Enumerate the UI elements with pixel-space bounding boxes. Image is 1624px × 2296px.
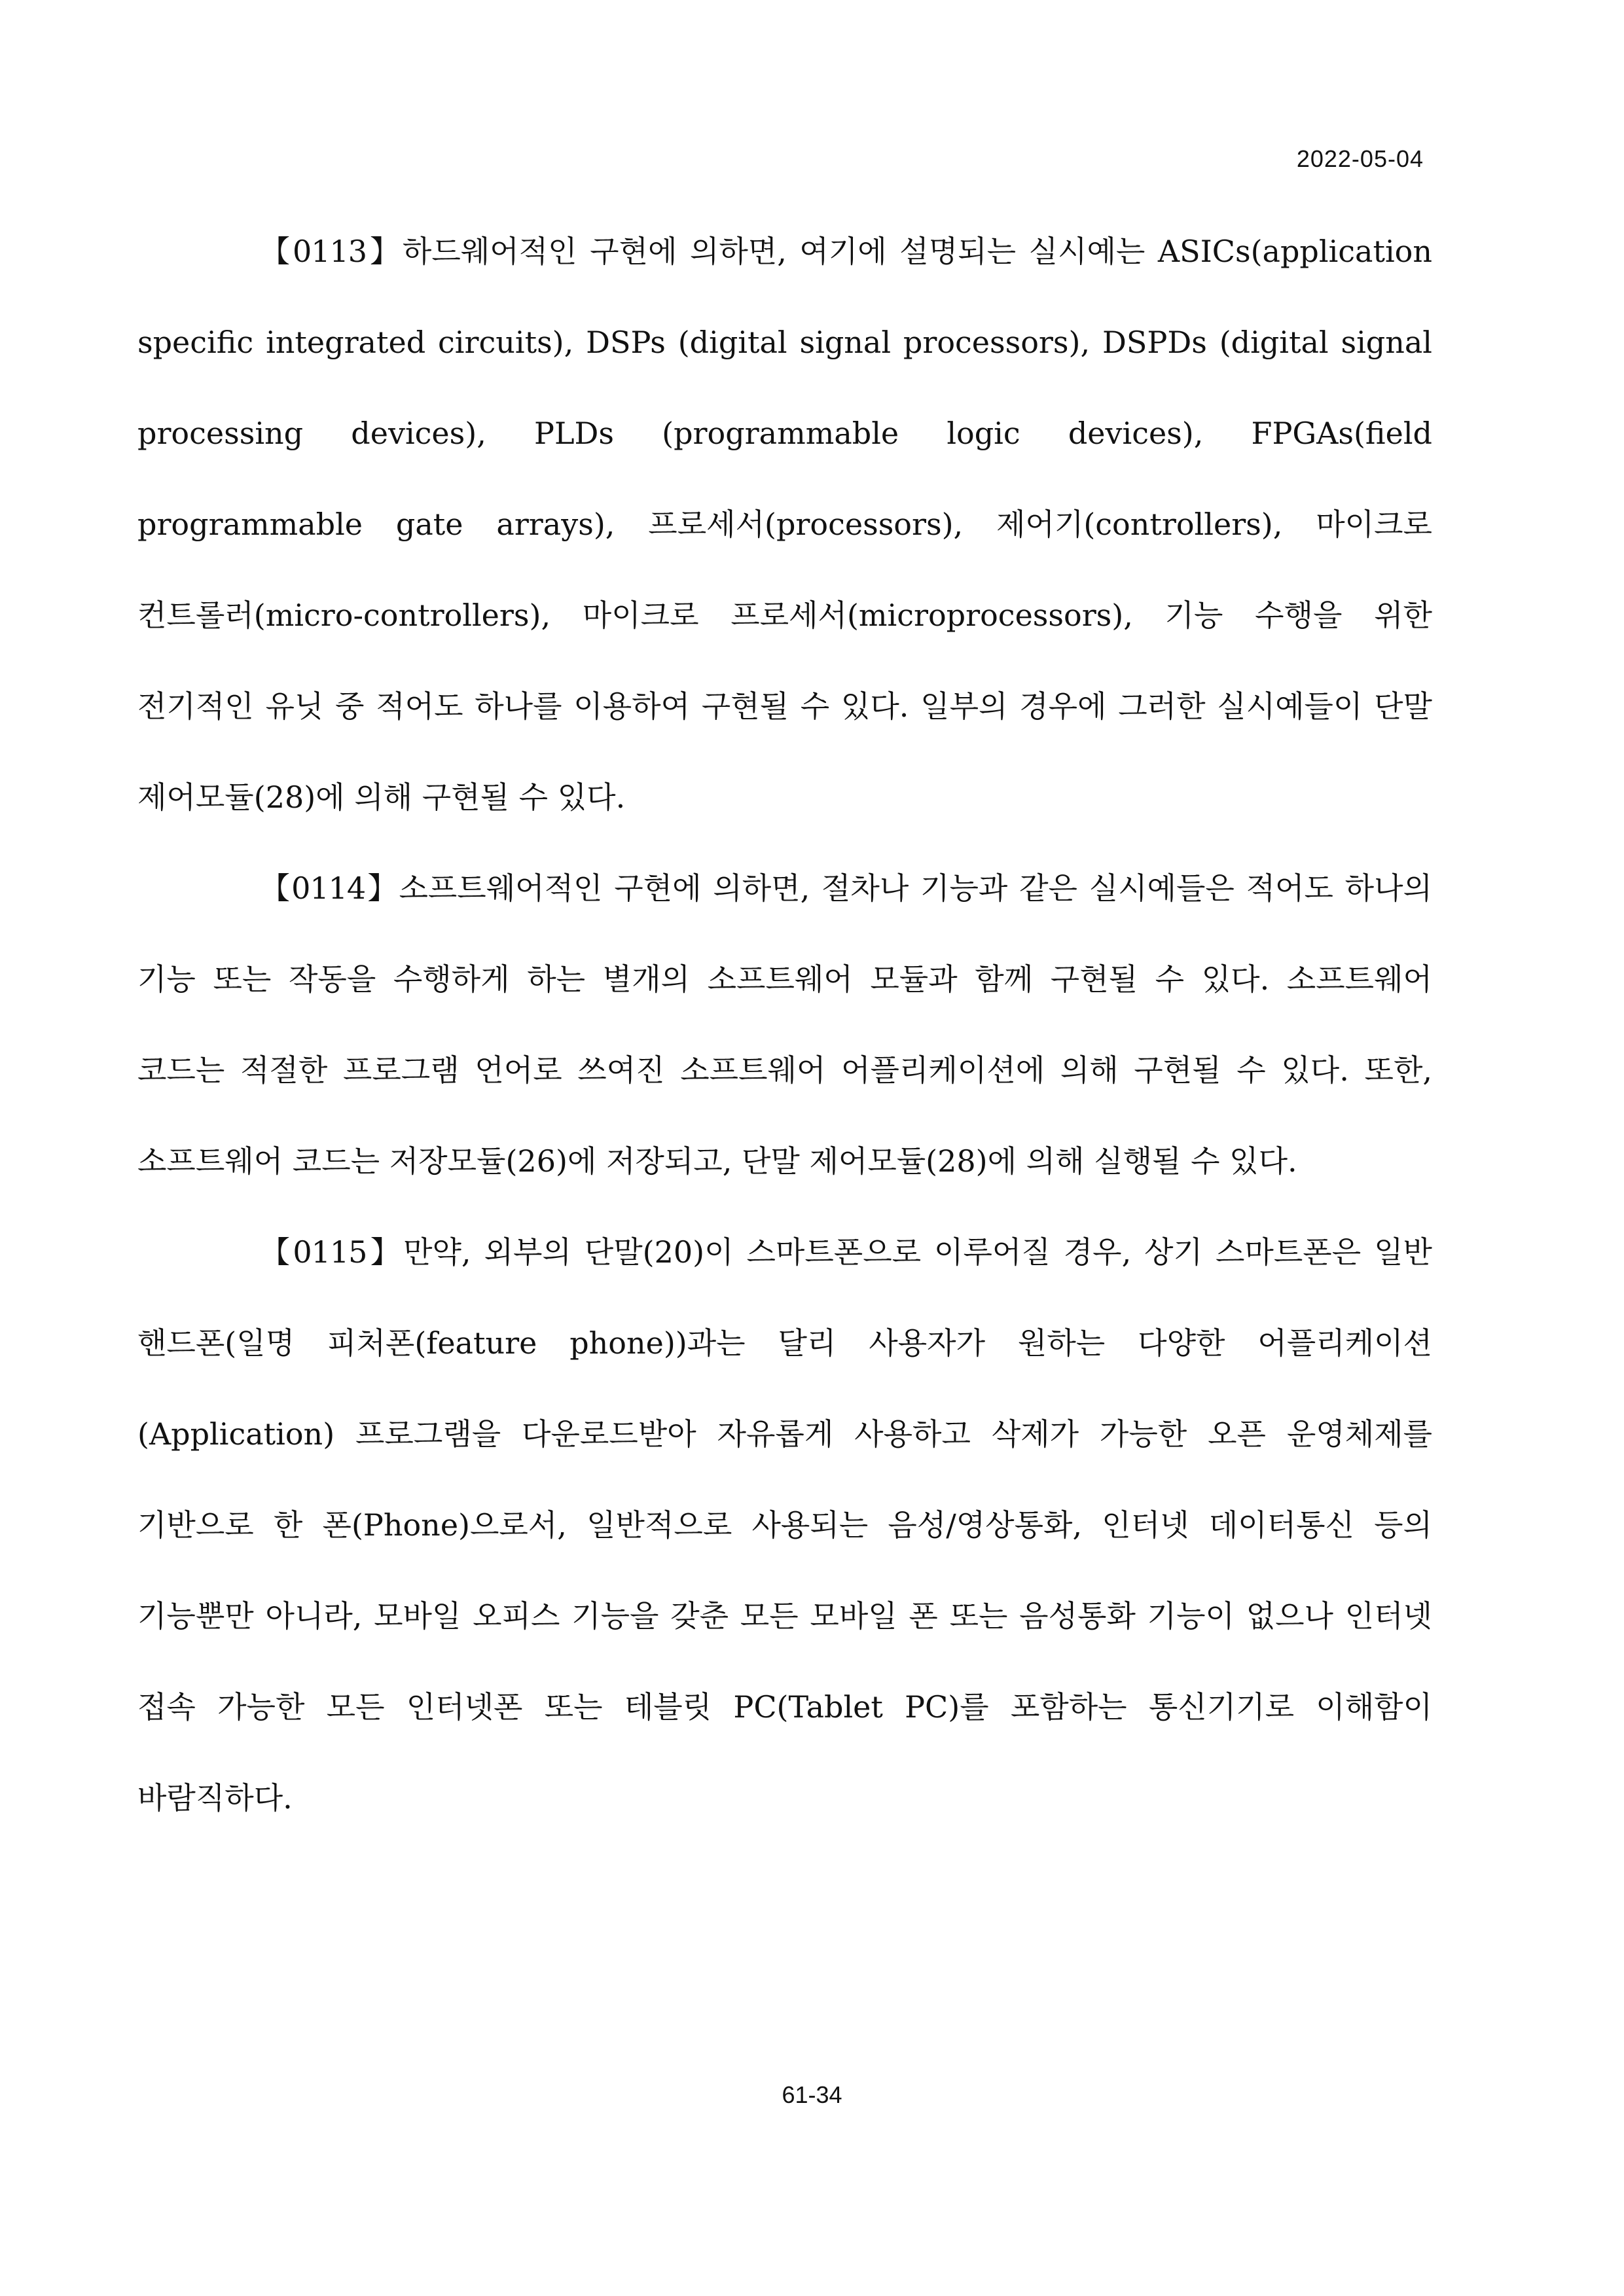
paragraph-0115 <box>137 1207 1432 1844</box>
paragraph-text: 만약, 외부의 단말(20)이 스마트폰으로 이루어질 경우, 상기 스마트폰은 일반 핸드폰(일명 피처폰(feature phone))과는 달리 사용자가 원하는 다양한 어플리케이션(Application) 프로그램을 다운로드받아 자유롭게 사용하고 삭제가 가능한 오픈 운영체제를 기반으로 한 폰(Phone)으로서, 일반적으로 사용되는 음성/영상통화, 인터넷 데이터통신 등의 기능뿐만 아니라, 모바일 오피스 기능을 갖춘 모든 모바일 폰 또는 음성통화 기능이 없으나 인터넷 접속 가능한 모든 인터넷폰 또는 테블릿 PC(Tablet PC)를 포함하는 통신기기로 이해함이 바람직하다. <box>137 1234 1432 1816</box>
paragraph-text: 하드웨어적인 구현에 의하면, 여기에 설명되는 실시예는 ASICs(application specific integrated circuits), DSPs (digital signal processors), DSPDs (digital signal processing devices), PLDs (programmable logic devices), FPGAs(field programmable gate arrays), 프로세서(processors), 제어기(controllers), 마이크로 컨트롤러(micro-controllers), 마이크로 프로세서(microprocessors), 기능 수행을 위한 전기적인 유닛 중 적어도 하나를 이용하여 구현될 수 있다. 일부의 경우에 그러한 실시예들이 단말 제어모듈(28)에 의해 구현될 수 있다. <box>137 234 1432 815</box>
paragraph-number: 【0113】 <box>260 234 403 269</box>
paragraph-text: 소프트웨어적인 구현에 의하면, 절차나 기능과 같은 실시예들은 적어도 하나의 기능 또는 작동을 수행하게 하는 별개의 소프트웨어 모듈과 함께 구현될 수 있다. 소프트웨어 코드는 적절한 프로그램 언어로 쓰여진 소프트웨어 어플리케이션에 의해 구현될 수 있다. 또한, 소프트웨어 코드는 저장모듈(26)에 저장되고, 단말 제어모듈(28)에 의해 실행될 수 있다. <box>137 870 1432 1179</box>
paragraph-number: 【0115】 <box>260 1234 404 1270</box>
paragraph-0114 <box>137 843 1432 1207</box>
document-body <box>137 206 1432 1844</box>
paragraph-number: 【0114】 <box>260 870 399 906</box>
document-date: 2022-05-04 <box>1296 145 1424 172</box>
page-number: 61-34 <box>782 2081 842 2108</box>
paragraph-0113 <box>137 206 1432 843</box>
